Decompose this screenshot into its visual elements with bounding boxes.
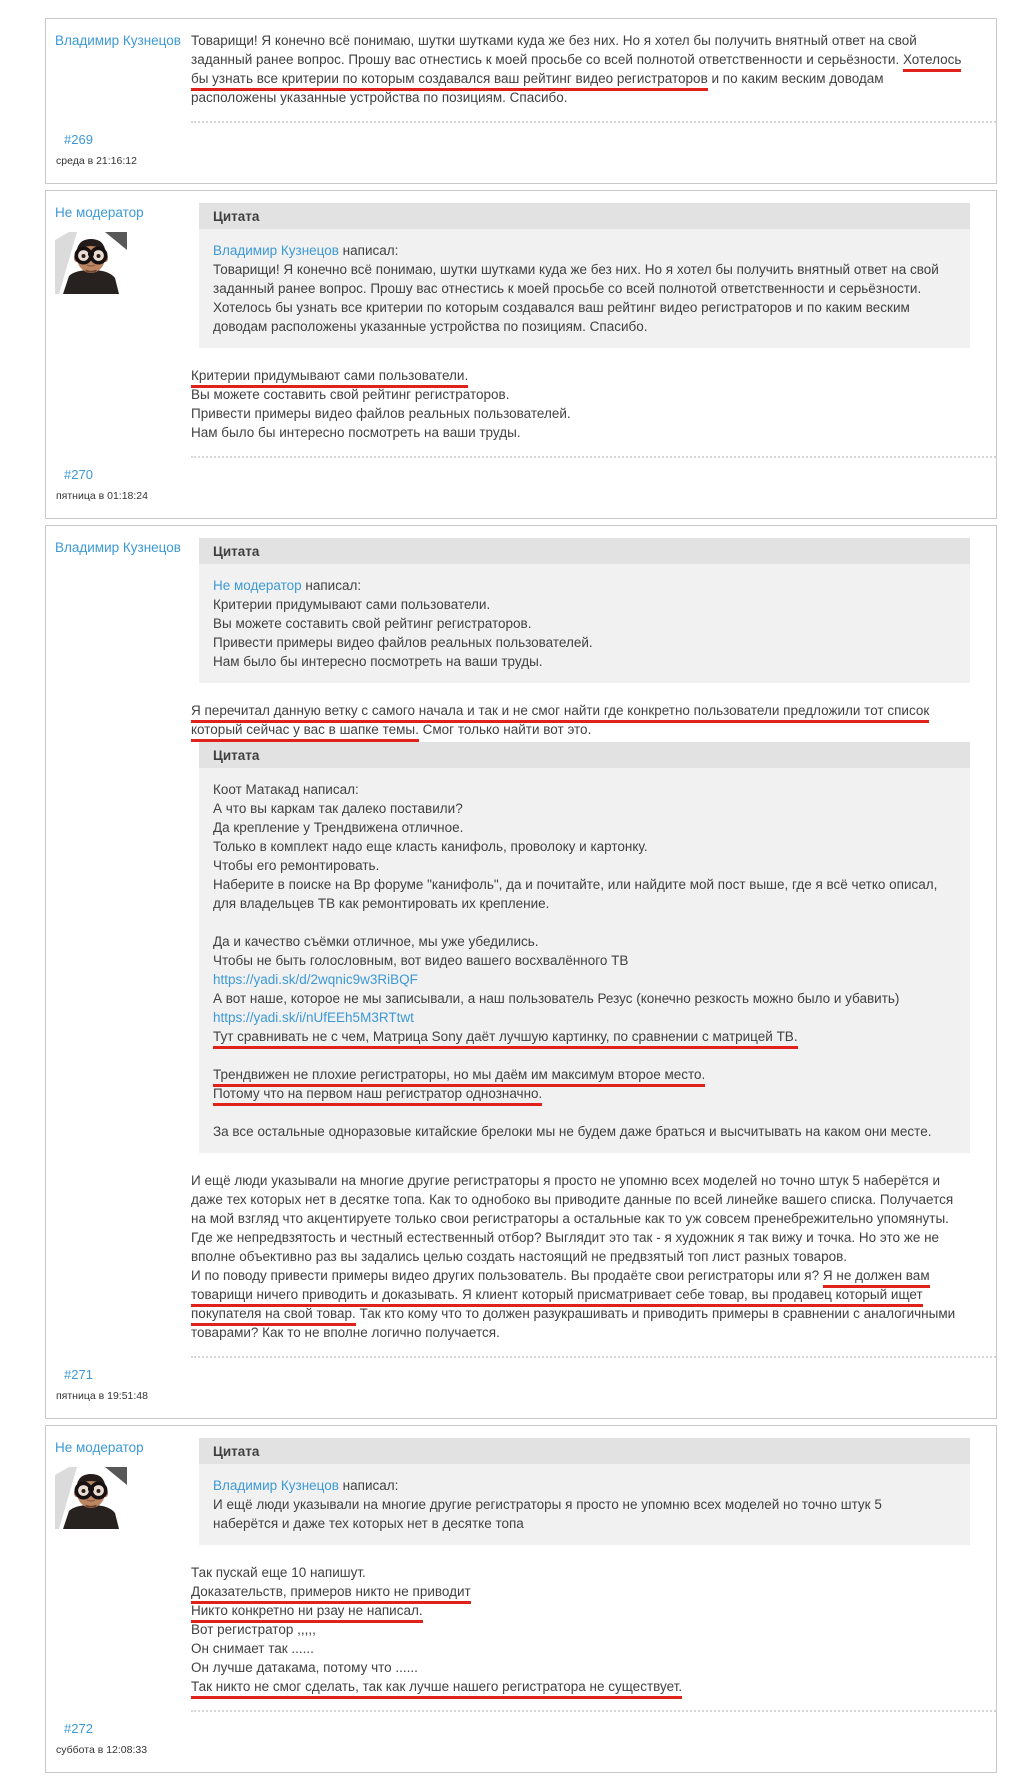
forum-post-271 bbox=[45, 525, 997, 1419]
quote-body bbox=[199, 229, 970, 348]
quote-header: Цитата bbox=[199, 1438, 970, 1464]
red-underlined-text: Тут сравнивать не с чем, Матрица Sony даёт лучшую картинку, по сравнении с матрицей ТВ. bbox=[213, 1029, 798, 1049]
quote-block bbox=[199, 538, 970, 683]
post-author-link[interactable]: Владимир Кузнецов bbox=[55, 540, 181, 555]
text-run: А что вы каркам так далеко поставили? bbox=[213, 801, 463, 816]
quote-text-line bbox=[213, 913, 942, 932]
post-content bbox=[191, 29, 996, 121]
text-run: Привести примеры видео файлов реальных пользователей. bbox=[213, 635, 593, 650]
quote-header: Цитата bbox=[199, 538, 970, 564]
text-run: Чтобы его ремонтировать. bbox=[213, 858, 380, 873]
text-run: Так кто кому что то должен разукрашивать и приводить примеры в сравнении с аналогичными товарами? Как то не вполне логично получается. bbox=[191, 1306, 956, 1340]
post-content bbox=[191, 201, 996, 456]
quote-text-line bbox=[213, 1065, 942, 1084]
quote-body bbox=[199, 768, 970, 1153]
text-line bbox=[191, 701, 970, 739]
red-underlined-text: Критерии придумывают сами пользователи. bbox=[191, 368, 468, 388]
forum-thread bbox=[45, 18, 997, 1773]
text-line bbox=[191, 423, 970, 442]
quote-text-line bbox=[213, 799, 942, 818]
text-run: Так пускай еще 10 напишут. bbox=[191, 1565, 366, 1580]
quote-text-line bbox=[213, 633, 942, 652]
quote-wrote-suffix: написал: bbox=[338, 243, 399, 258]
text-run: Привести примеры видео файлов реальных пользователей. bbox=[191, 406, 571, 421]
quote-text-line bbox=[213, 989, 942, 1008]
post-author-column bbox=[46, 536, 191, 1356]
post-main bbox=[46, 191, 996, 456]
avatar-image bbox=[55, 1467, 127, 1529]
quote-author-line bbox=[213, 241, 942, 260]
quote-text-line bbox=[213, 970, 942, 989]
quote-wrote-suffix: написал: bbox=[301, 578, 362, 593]
text-run: А вот наше, которое не мы записывали, а наш пользователь Резус (конечно резкость можно было и убавить) bbox=[213, 991, 900, 1006]
text-line bbox=[191, 1563, 970, 1582]
red-underlined-text: Трендвижен не плохие регистраторы, но мы даём им максимум второе место. bbox=[213, 1067, 705, 1087]
text-run: Только в комплект надо еще класть канифоль, проволоку и картонку. bbox=[213, 839, 648, 854]
post-timestamp: среда в 21:16:12 bbox=[56, 155, 137, 167]
quote-text-line bbox=[213, 856, 942, 875]
quote-wrote-suffix: написал: bbox=[338, 1478, 399, 1493]
post-author-column bbox=[46, 201, 191, 456]
text-line bbox=[191, 1639, 970, 1658]
forum-post-272 bbox=[45, 1425, 997, 1773]
user-avatar[interactable] bbox=[55, 232, 127, 294]
text-line bbox=[191, 1582, 970, 1601]
text-line bbox=[191, 404, 970, 423]
post-timestamp: пятница в 01:18:24 bbox=[56, 490, 148, 502]
post-author-link[interactable]: Не модератор bbox=[55, 1440, 144, 1455]
quote-header: Цитата bbox=[199, 742, 970, 768]
text-run: За все остальные одноразовые китайские брелоки мы не будем даже браться и высчитывать на каком они месте. bbox=[213, 1124, 932, 1139]
quote-block bbox=[199, 1438, 970, 1545]
quote-block bbox=[199, 203, 970, 348]
text-line bbox=[191, 385, 970, 404]
forum-post-269 bbox=[45, 18, 997, 184]
quote-author-line bbox=[213, 1476, 942, 1495]
quote-author-name[interactable]: Владимир Кузнецов bbox=[213, 243, 339, 258]
text-run: Вы можете составить свой рейтинг регистраторов. bbox=[213, 616, 532, 631]
forum-post-270 bbox=[45, 190, 997, 519]
post-number-link[interactable]: #270 bbox=[64, 467, 93, 482]
quote-text-line bbox=[213, 1027, 942, 1046]
text-run: Он снимает так ...... bbox=[191, 1641, 314, 1656]
quote-block bbox=[199, 742, 970, 1153]
quote-text-line bbox=[213, 932, 942, 951]
post-content bbox=[191, 536, 996, 1356]
quote-author-name[interactable]: Владимир Кузнецов bbox=[213, 1478, 339, 1493]
quote-text-line bbox=[213, 260, 942, 336]
text-line bbox=[191, 366, 970, 385]
quote-url-link[interactable]: https://yadi.sk/i/nUfEEh5M3RTtwt bbox=[213, 1010, 414, 1025]
text-line bbox=[191, 31, 970, 107]
post-content bbox=[191, 1436, 996, 1710]
text-run: Товарищи! Я конечно всё понимаю, шутки шутками куда же без них. Но я хотел бы получить внятный ответ на свой заданный ранее вопрос. Прошу вас отнестись к моей просьбе со всей полнотой ответственности и серьёзности. Хотелось бы узнать все критерии по которым создавался ваш рейтинг видео регистраторов и по каким веским доводам расположены указанные устройства по позициям. Спасибо. bbox=[213, 262, 939, 334]
text-run: Чтобы не быть голословным, вот видео вашего восхвалённого ТВ bbox=[213, 953, 629, 968]
red-underlined-text: Доказательств, примеров никто не приводит bbox=[191, 1584, 471, 1604]
red-underlined-text: Так никто не смог сделать, так как лучше нашего регистратора не существует. bbox=[191, 1679, 682, 1699]
text-line bbox=[191, 1171, 970, 1266]
quote-text-line bbox=[213, 614, 942, 633]
text-run: Нам было бы интересно посмотреть на ваши труды. bbox=[191, 425, 521, 440]
post-author-column bbox=[46, 29, 191, 121]
quote-text-line bbox=[213, 951, 942, 970]
red-underlined-text: Я перечитал данную ветку с самого начала и так и не смог найти где конкретно пользователи предложили тот список который сейчас у вас в шапке темы. bbox=[191, 703, 929, 742]
quote-text-line bbox=[213, 875, 942, 913]
post-meta bbox=[46, 1358, 996, 1418]
text-run: Да и качество съёмки отличное, мы уже убедились. bbox=[213, 934, 539, 949]
user-avatar[interactable] bbox=[55, 1467, 127, 1529]
quote-body bbox=[199, 564, 970, 683]
text-run: Наберите в поиске на Вр форуме "канифоль", да и почитайте, или найдите мой пост выше, где я всё четко описал, для владельцев ТВ как ремонтировать их крепление. bbox=[213, 877, 938, 911]
post-text bbox=[191, 366, 970, 442]
text-line bbox=[191, 1266, 970, 1342]
quote-author-name: Коот Матакад bbox=[213, 782, 300, 797]
quote-wrote-suffix: написал: bbox=[299, 782, 359, 797]
text-run: Нам было бы интересно посмотреть на ваши труды. bbox=[213, 654, 543, 669]
post-timestamp: пятница в 19:51:48 bbox=[56, 1390, 148, 1402]
text-run: Смог только найти вот это. bbox=[418, 722, 592, 737]
quote-url-link[interactable]: https://yadi.sk/d/2wqnic9w3RiBQF bbox=[213, 972, 418, 987]
text-run: Вы можете составить свой рейтинг регистраторов. bbox=[191, 387, 510, 402]
text-run: Вот регистратор ,,,,, bbox=[191, 1622, 316, 1637]
text-run: Критерии придумывают сами пользователи. bbox=[213, 597, 491, 612]
quote-text-line bbox=[213, 652, 942, 671]
quote-text-line bbox=[213, 1122, 942, 1141]
post-meta bbox=[46, 458, 996, 518]
text-run: И ещё люди указывали на многие другие регистраторы я просто не упомню всех моделей но точно штук 5 наберётся и даже тех которых нет в десятке топа bbox=[213, 1497, 882, 1531]
red-underlined-text: Никто конкретно ни рзау не написал. bbox=[191, 1603, 423, 1623]
quote-text-line bbox=[213, 818, 942, 837]
text-run: Да крепление у Трендвижена отличное. bbox=[213, 820, 464, 835]
text-run: И по поводу привести примеры видео других пользователь. Вы продаёте свои регистраторы или я? bbox=[191, 1268, 823, 1283]
post-text bbox=[191, 1171, 970, 1342]
quote-text-line bbox=[213, 1008, 942, 1027]
post-number-link[interactable]: #269 bbox=[64, 132, 93, 147]
text-run: И ещё люди указывали на многие другие регистраторы я просто не упомню всех моделей но точно штук 5 наберётся и даже тех которых нет в десятке топа. Как то однобоко вы приводите данные по всей линейке вашего списка. Получается на мой взгляд что акцентируете только свои регистраторы а остальные как то уж совсем пренебрежительно упомянуты. Где же непредвзятость и честный естественный отбор? Выглядит это так - я художник я так вижу и точка. Но это же не вполне объективно раз вы задались целью создать настоящий не предвзятый топ лист разных товаров. bbox=[191, 1173, 954, 1264]
text-line bbox=[191, 1620, 970, 1639]
post-meta bbox=[46, 1712, 996, 1772]
quote-header: Цитата bbox=[199, 203, 970, 229]
red-underlined-text: Хотелось бы узнать все критерии по которым создавался ваш рейтинг видео регистраторов bbox=[191, 52, 961, 91]
post-meta bbox=[46, 123, 996, 183]
post-text bbox=[191, 701, 970, 739]
text-line bbox=[191, 1658, 970, 1677]
post-author-link[interactable]: Владимир Кузнецов bbox=[55, 33, 181, 48]
post-text bbox=[191, 31, 970, 107]
post-text bbox=[191, 1563, 970, 1696]
quote-author-line bbox=[213, 780, 942, 799]
post-main bbox=[46, 19, 996, 121]
post-main bbox=[46, 1426, 996, 1710]
avatar-image bbox=[55, 232, 127, 294]
text-run: Товарищи! Я конечно всё понимаю, шутки шутками куда же без них. Но я хотел бы получить внятный ответ на свой заданный ранее вопрос. Прошу вас отнестись к моей просьбе со всей полнотой ответственности и серьёзности. bbox=[191, 33, 917, 67]
post-number-link[interactable]: #271 bbox=[64, 1367, 93, 1382]
text-line bbox=[191, 1677, 970, 1696]
quote-body bbox=[199, 1464, 970, 1545]
red-underlined-text: Потому что на первом наш регистратор однозначно. bbox=[213, 1086, 542, 1106]
text-run: и по каким веским доводам расположены указанные устройства по позициям. Спасибо. bbox=[191, 71, 884, 105]
text-run: Он лучше датакама, потому что ...... bbox=[191, 1660, 418, 1675]
post-author-link[interactable]: Не модератор bbox=[55, 205, 144, 220]
quote-text-line bbox=[213, 1495, 942, 1533]
post-timestamp: суббота в 12:08:33 bbox=[56, 1744, 148, 1756]
quote-author-line bbox=[213, 576, 942, 595]
red-underlined-text: Я не должен вам товарищи ничего приводить и доказывать. Я клиент который присматривает себе товар, вы продавец который ищет покупателя на свой товар. bbox=[191, 1268, 930, 1326]
quote-author-name[interactable]: Не модератор bbox=[213, 578, 302, 593]
quote-text-line bbox=[213, 837, 942, 856]
post-main bbox=[46, 526, 996, 1356]
text-line bbox=[191, 1601, 970, 1620]
post-author-column bbox=[46, 1436, 191, 1710]
quote-text-line bbox=[213, 595, 942, 614]
post-number-link[interactable]: #272 bbox=[64, 1721, 93, 1736]
